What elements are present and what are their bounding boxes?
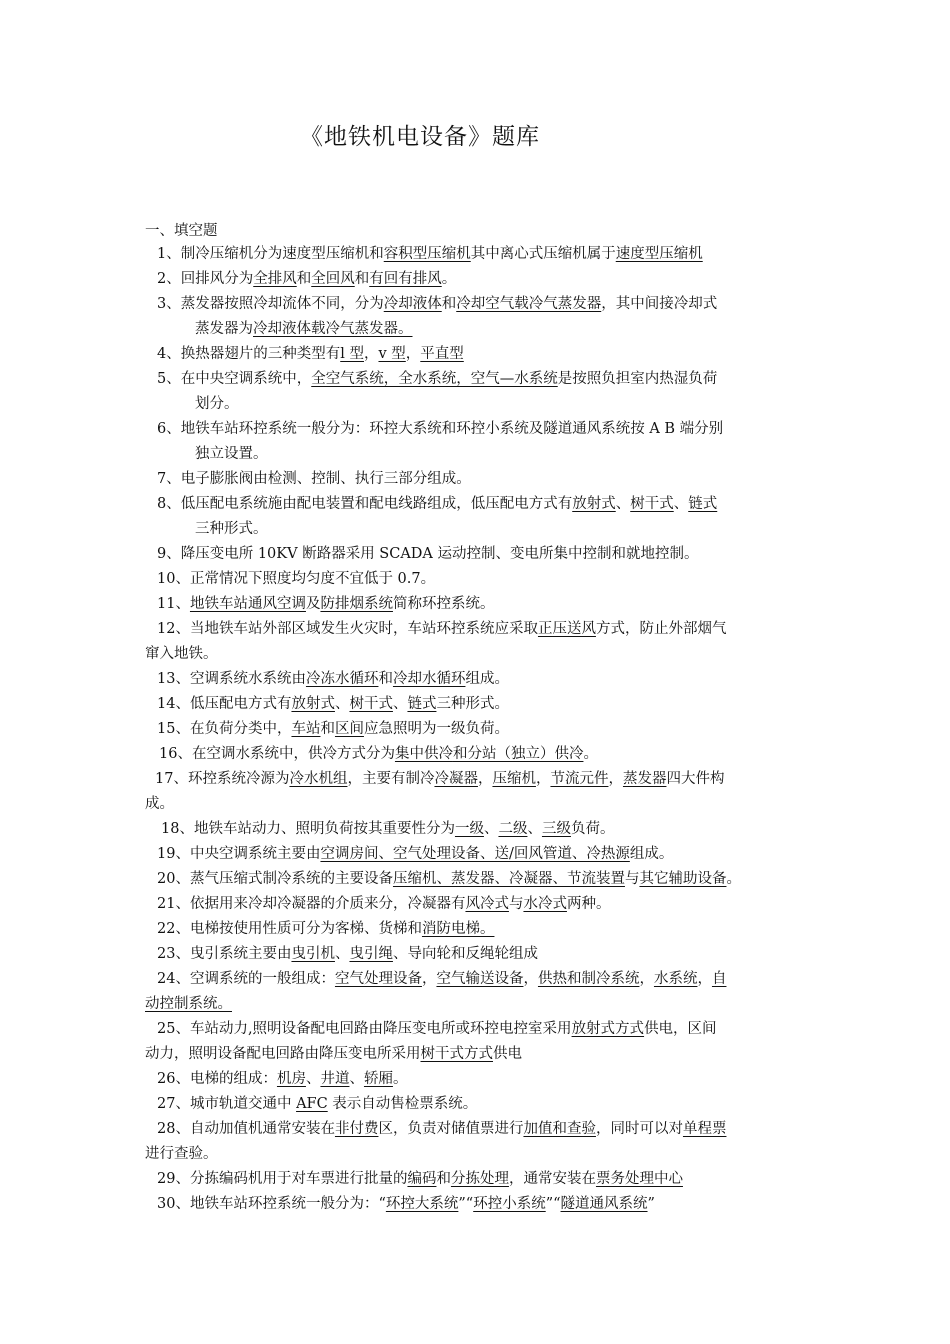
answer-blank: 动控制系统。: [145, 996, 232, 1012]
answer-blank: 风冷式: [465, 896, 509, 912]
question-text: 。: [583, 746, 598, 762]
question-text: 23、曳引系统主要由: [157, 946, 292, 962]
answer-blank: 分拣处理: [450, 1171, 509, 1187]
answer-blank: 二级: [498, 821, 528, 837]
answer-blank: 冷却液体: [383, 296, 442, 312]
question-line: [145, 342, 811, 367]
question-text: ”: [647, 1196, 655, 1212]
question-item: [145, 292, 811, 342]
question-text: ”“: [545, 1196, 561, 1212]
answer-blank: 非付费: [334, 1121, 379, 1137]
question-text: 供电，区间: [644, 1021, 717, 1037]
question-text: 及: [305, 596, 321, 612]
question-text: ，: [363, 346, 379, 362]
question-item: [145, 667, 811, 692]
question-text: 5、在中央空调系统中，: [157, 371, 312, 387]
question-item: [145, 967, 811, 1017]
question-text: 应急照明为一级负荷。: [363, 721, 509, 737]
answer-blank: 树干式: [630, 496, 674, 512]
question-text: ，: [477, 771, 493, 787]
question-text: 组成。: [465, 671, 509, 687]
question-line: [145, 392, 811, 417]
question-text: 独立设置。: [195, 446, 268, 462]
question-line: [145, 892, 811, 917]
question-text: 6、地铁车站环控系统一般分为：环控大系统和环控小系统及隧道通风系统按 A B 端分别: [157, 421, 724, 437]
question-line: [145, 1117, 811, 1142]
question-line: [145, 1067, 811, 1092]
question-text: 27、城市轨道交通中: [157, 1096, 297, 1112]
answer-blank: 防排烟系统: [320, 596, 393, 612]
answer-blank: 和分站（独立）供冷: [452, 746, 584, 762]
answer-blank: 其它辅助设备: [639, 871, 727, 887]
question-line: [145, 717, 811, 742]
question-text: ，: [608, 771, 623, 787]
answer-blank: 环控大系统: [385, 1196, 459, 1212]
question-item: [145, 567, 811, 592]
question-line: [145, 1042, 811, 1067]
page-title: 《地铁机电设备》题库: [300, 124, 540, 150]
question-text: 20、蒸气压缩式制冷系统的主要设备: [157, 871, 393, 887]
answer-blank: 冷却液体载冷气蒸发器。: [253, 321, 413, 337]
answer-blank: 票务处理中心: [595, 1171, 683, 1187]
answer-blank: 全空气系统，全水系统，空气—水系统: [311, 371, 558, 387]
question-line: [145, 542, 811, 567]
question-text: 、: [527, 821, 542, 837]
question-item: [145, 842, 811, 867]
question-line: [145, 767, 811, 792]
question-line: [145, 792, 811, 817]
answer-blank: 速度型压缩机: [615, 246, 703, 262]
question-text: ，: [523, 971, 538, 987]
question-item: [145, 542, 811, 567]
question-text: 、: [483, 821, 499, 837]
question-item: [145, 467, 811, 492]
question-text: 25、车站动力,照明设备配电回路由降压变电所或环控电控室采用: [157, 1021, 572, 1037]
answer-blank: 自: [711, 971, 727, 987]
answer-blank: 放射式: [291, 696, 335, 712]
question-text: 9、降压变电所 10KV 断路器采用 SCADA 运动控制、变电所集中控制和就地控制。: [157, 546, 699, 562]
answer-blank: 隧道通风系统: [560, 1196, 648, 1212]
question-text: 成。: [145, 796, 174, 812]
question-text: ，: [697, 971, 712, 987]
answer-blank: 三级: [541, 821, 571, 837]
question-text: 与: [508, 896, 524, 912]
question-item: [145, 342, 811, 367]
question-text: 15、在负荷分类中，: [157, 721, 292, 737]
question-text: 两种。: [566, 896, 611, 912]
question-line: [145, 917, 811, 942]
question-line: [145, 992, 811, 1017]
question-line: [145, 417, 811, 442]
answer-blank: 环控小系统: [473, 1196, 546, 1212]
question-text: 11、: [157, 596, 190, 612]
question-item: [145, 817, 811, 842]
answer-blank: 冷却水循环: [392, 671, 466, 687]
question-item: [145, 892, 811, 917]
question-text: 三种形式。: [195, 521, 268, 537]
answer-blank: 空调房间、空气处理设备、送/回风管道、冷热源: [320, 846, 630, 862]
question-text: 划分。: [195, 396, 239, 412]
answer-blank: 井道: [320, 1071, 350, 1087]
question-text: 21、依据用来冷却冷凝器的介质来分，冷凝器有: [157, 896, 466, 912]
question-text: 和: [441, 296, 457, 312]
question-line: [145, 592, 811, 617]
answer-blank: 正压送风: [537, 621, 596, 637]
question-line: [145, 242, 811, 267]
answer-blank: 集中供冷: [394, 746, 453, 762]
answer-blank: 全回风: [311, 271, 355, 287]
question-item: [145, 617, 811, 667]
answer-blank: l 型: [340, 346, 364, 362]
answer-blank: 冷凝器: [434, 771, 478, 787]
answer-blank: 平直型: [420, 346, 464, 362]
question-text: 26、电梯的组成：: [157, 1071, 277, 1087]
answer-blank: 放射式方式: [571, 1021, 645, 1037]
question-text: 、: [673, 496, 689, 512]
question-item: [145, 867, 811, 892]
question-item: [145, 942, 811, 967]
question-text: 4、换热器翅片的三种类型有: [157, 346, 341, 362]
answer-blank: 压缩机: [492, 771, 536, 787]
question-text: 负荷。: [570, 821, 615, 837]
question-line: [145, 1142, 811, 1167]
question-text: 和: [320, 721, 335, 737]
question-text: 区，负责对储值票进行: [378, 1121, 524, 1137]
answer-blank: 冷却空气载冷气蒸发器: [456, 296, 602, 312]
question-item: [145, 1067, 811, 1092]
question-item: [145, 1167, 811, 1192]
question-line: [145, 667, 811, 692]
question-line: [145, 1017, 811, 1042]
question-text: ，: [639, 971, 654, 987]
question-text: ，: [405, 346, 421, 362]
question-text: 3、蒸发器按照冷却流体不同，分为: [157, 296, 384, 312]
answer-blank: 空气输送设备: [436, 971, 524, 987]
question-line: [145, 617, 811, 642]
question-text: 8、低压配电系统施由配电装置和配电线路组成，低压配电方式有: [157, 496, 573, 512]
question-text: 、: [392, 696, 408, 712]
answer-blank: 一级: [454, 821, 484, 837]
answer-blank: 空气处理设备: [334, 971, 422, 987]
question-item: [145, 742, 811, 767]
question-text: 窜入地铁。: [145, 646, 218, 662]
section-heading: 一、填空题: [145, 223, 218, 239]
question-text: ”“: [458, 1196, 474, 1212]
answer-blank: 加值和查验: [523, 1121, 596, 1137]
answer-blank: 树干式方式: [420, 1046, 493, 1062]
question-text: 。: [726, 871, 741, 887]
question-line: [145, 642, 811, 667]
answer-blank: 区间: [334, 721, 364, 737]
question-item: [145, 592, 811, 617]
answer-blank: 车站: [291, 721, 321, 737]
question-item: [145, 1092, 811, 1117]
question-text: 1、制冷压缩机分为速度型压缩机和: [157, 246, 384, 262]
question-text: 18、地铁车站动力、照明负荷按其重要性分为: [161, 821, 455, 837]
question-text: 其中离心式压缩机属于: [470, 246, 616, 262]
answer-blank: 机房: [276, 1071, 306, 1087]
question-line: [145, 292, 811, 317]
question-text: ，同时可以对: [595, 1121, 683, 1137]
question-text: 表示自动售检票系统。: [327, 1096, 478, 1112]
question-line: [145, 317, 811, 342]
answer-blank: 编码: [407, 1171, 437, 1187]
question-text: ，: [421, 971, 437, 987]
question-text: 10、正常情况下照度均匀度不宜低于 0.7。: [157, 571, 436, 587]
question-text: 和: [378, 671, 393, 687]
question-text: 蒸发器为: [195, 321, 253, 337]
answer-blank: 树干式: [349, 696, 393, 712]
question-item: [145, 917, 811, 942]
question-text: 28、自动加值机通常安装在: [157, 1121, 335, 1137]
answer-blank: 轿厢: [363, 1071, 393, 1087]
question-text: 24、空调系统的一般组成：: [157, 971, 335, 987]
question-text: 、: [334, 946, 350, 962]
question-line: [145, 867, 811, 892]
question-text: 、导向轮和反绳轮组成: [392, 946, 538, 962]
question-line: [145, 692, 811, 717]
question-line: [145, 967, 811, 992]
answer-blank: 节流元件: [550, 771, 609, 787]
question-text: ，通常安装在: [508, 1171, 596, 1187]
question-text: 14、低压配电方式有: [157, 696, 292, 712]
question-text: 16、在空调水系统中，供冷方式分为: [159, 746, 395, 762]
answer-blank: 地铁车站通风空调: [189, 596, 306, 612]
answer-blank: 容积型压缩机: [383, 246, 471, 262]
question-text: 29、分拣编码机用于对车票进行批量的: [157, 1171, 408, 1187]
question-item: [145, 692, 811, 717]
question-text: 、: [334, 696, 350, 712]
question-line: [145, 492, 811, 517]
question-item: [145, 1017, 811, 1067]
question-text: 、: [615, 496, 631, 512]
answer-blank: 曳引机: [291, 946, 335, 962]
question-line: [145, 1192, 811, 1217]
question-text: 三种形式。: [436, 696, 509, 712]
question-text: 22、电梯按使用性质可分为客梯、货梯和: [157, 921, 422, 937]
answer-blank: 链式: [688, 496, 718, 512]
question-text: 30、地铁车站环控系统一般分为：“: [157, 1196, 386, 1212]
question-line: [145, 267, 811, 292]
question-line: [145, 1092, 811, 1117]
question-line: [145, 467, 811, 492]
question-line: [145, 1167, 811, 1192]
question-line: [145, 742, 811, 767]
question-item: [145, 717, 811, 742]
answer-blank: 供热和制冷系统: [537, 971, 640, 987]
answer-blank: v 型: [378, 346, 406, 362]
question-line: [145, 942, 811, 967]
answer-blank: 曳引绳: [349, 946, 393, 962]
answer-blank: 消防电梯。: [421, 921, 495, 937]
answer-blank: 单程票: [682, 1121, 727, 1137]
question-text: 、: [305, 1071, 321, 1087]
question-text: 13、空调系统水系统由: [157, 671, 306, 687]
question-text: 与: [624, 871, 640, 887]
answer-blank: 水冷式: [523, 896, 567, 912]
question-line: [145, 842, 811, 867]
question-item: [145, 767, 811, 817]
question-text: ，其中间接冷却式: [601, 296, 718, 312]
answer-blank: 全排风: [253, 271, 297, 287]
answer-blank: 压缩机、蒸发器、冷凝器、节流装置: [392, 871, 625, 887]
answer-blank: 有回有排风: [369, 271, 442, 287]
answer-blank: 链式: [407, 696, 437, 712]
question-line: [145, 817, 811, 842]
answer-blank: 蒸发器: [622, 771, 667, 787]
question-item: [145, 417, 811, 467]
question-line: [145, 367, 811, 392]
question-text: 方式，防止外部烟气: [595, 621, 727, 637]
question-line: [145, 567, 811, 592]
question-text: 是按照负担室内热湿负荷: [557, 371, 718, 387]
question-text: 2、回排风分为: [157, 271, 254, 287]
question-item: [145, 1117, 811, 1167]
question-item: [145, 1192, 811, 1217]
answer-blank: AFC: [296, 1096, 328, 1112]
question-text: 。: [392, 1071, 408, 1087]
question-text: 动力，照明设备配电回路由降压变电所采用: [145, 1046, 421, 1062]
question-text: 供电: [493, 1046, 522, 1062]
question-text: 和: [296, 271, 312, 287]
question-item: [145, 267, 811, 292]
question-text: 、: [349, 1071, 364, 1087]
question-text: 19、中央空调系统主要由: [157, 846, 321, 862]
question-text: ，主要有制冷: [347, 771, 435, 787]
answer-blank: 水系统: [653, 971, 698, 987]
question-text: 和: [436, 1171, 451, 1187]
answer-blank: 冷冻水循环: [305, 671, 379, 687]
question-item: [145, 492, 811, 542]
question-text: 17、环控系统冷源为: [155, 771, 290, 787]
question-text: 和: [354, 271, 370, 287]
answer-blank: 冷水机组: [289, 771, 348, 787]
question-text: 。: [441, 271, 457, 287]
question-line: [145, 517, 811, 542]
question-item: [145, 367, 811, 417]
answer-blank: 放射式: [572, 496, 616, 512]
question-text: 7、电子膨胀阀由检测、控制、执行三部分组成。: [157, 471, 471, 487]
question-text: 12、当地铁车站外部区域发生火灾时，车站环控系统应采取: [157, 621, 538, 637]
question-item: [145, 242, 811, 267]
question-text: 简称环控系统。: [392, 596, 495, 612]
question-text: 四大件构: [666, 771, 725, 787]
question-text: 组成。: [629, 846, 674, 862]
question-line: [145, 442, 811, 467]
question-text: ，: [535, 771, 551, 787]
question-text: 进行查验。: [145, 1146, 218, 1162]
